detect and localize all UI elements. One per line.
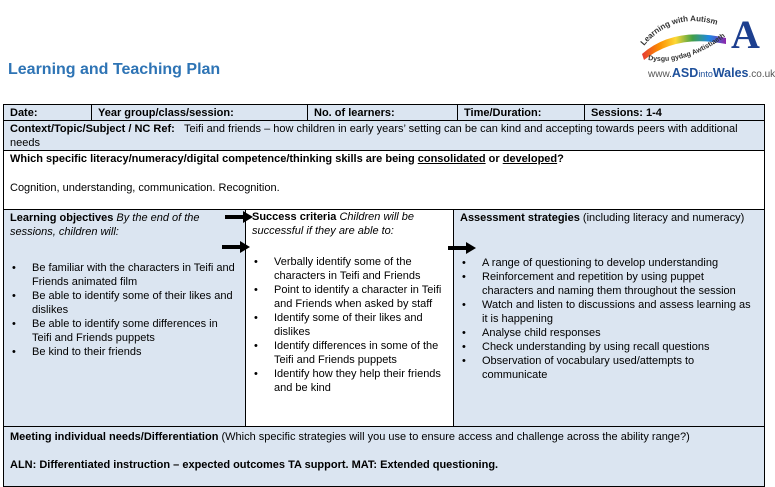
assessment-list (460, 256, 758, 382)
objectives-list (10, 261, 239, 359)
arrow-right-icon (222, 241, 250, 253)
needs-text: (Which specific strategies will you use to ensure access and challenge across the ability range?) (218, 431, 690, 443)
list-item: • Check understanding by using recall questions (482, 340, 758, 354)
list-item: • Identify how they help their friends and be kind (274, 367, 447, 395)
skills-question: Which specific literacy/numeracy/digital competence/thinking skills are being consolidated or developed? (10, 153, 564, 165)
objectives-subheading: By the end of the sessions, children will: (10, 212, 200, 238)
list-item: • Be able to identify some differences in Teifi and Friends puppets (32, 317, 239, 345)
aln-text: ALN: Differentiated instruction – expected outcomes TA support. MAT: Extended questioning. (10, 459, 499, 471)
sessions-label: Sessions: 1-4 (584, 105, 764, 120)
needs-heading: Meeting individual needs/Differentiation (10, 431, 219, 443)
skills-answer: Cognition, understanding, communication. Recognition. (10, 182, 280, 194)
list-item: • Be kind to their friends (32, 345, 239, 359)
list-item: • Verbally identify some of the characters in Teifi and Friends (274, 255, 447, 283)
logo-welsh-text: Dysgu gydag Awtistiaeth (647, 32, 727, 64)
success-heading: Success criteria (252, 211, 337, 223)
success-subheading: Children will be successful if they are able to: (252, 211, 415, 237)
assessment-heading: Assessment strategies (460, 212, 580, 224)
list-item: • A range of questioning to develop understanding (482, 256, 758, 270)
page-title: Learning and Teaching Plan (8, 61, 221, 78)
list-item: • Identify some of their likes and dislikes (274, 311, 447, 339)
list-item: • Point to identify a character in Teifi and Friends when asked by staff (274, 283, 447, 311)
context-label: Context/Topic/Subject / NC Ref: (10, 123, 175, 135)
objectives-heading: Learning objectives (10, 212, 114, 224)
plan-table (3, 104, 765, 487)
assessment-subheading: (including literacy and numeracy) (579, 212, 745, 224)
logo-letter: A (731, 12, 760, 57)
learners-label: No. of learners: (307, 105, 457, 120)
header-row (4, 105, 764, 120)
success-criteria-cell (245, 210, 453, 426)
arrow-right-icon (448, 242, 476, 254)
arrow-right-icon (225, 211, 253, 223)
needs-row (4, 426, 764, 486)
date-label: Date: (10, 107, 38, 119)
year-group-label: Year group/class/session: (91, 105, 307, 120)
list-item: • Identify differences in some of the Teifi and Friends puppets (274, 339, 447, 367)
list-item: • Be able to identify some of their likes and dislikes (32, 289, 239, 317)
logo-arc-text: Learning with Autism (638, 14, 719, 48)
duration-label: Time/Duration: (457, 105, 584, 120)
learning-objectives-cell (4, 210, 245, 426)
list-item: • Analyse child responses (482, 326, 758, 340)
success-list (252, 255, 447, 395)
list-item: • Watch and listen to discussions and assess learning as it is happening (482, 298, 758, 326)
list-item: • Observation of vocabulary used/attempts to communicate (482, 354, 758, 382)
context-text: Teifi and friends – how children in early years’ setting can be can kind and accepting towards peers with additional needs (10, 123, 738, 149)
objectives-row (4, 209, 764, 426)
assessment-cell (453, 210, 764, 426)
list-item: • Reinforcement and repetition by using puppet characters and naming them throughout the session (482, 270, 758, 298)
logo-url: www.ASDintoWales.co.uk (648, 66, 775, 80)
context-row (4, 120, 764, 150)
list-item: • Be familiar with the characters in Teifi and Friends animated film (32, 261, 239, 289)
skills-row (4, 150, 764, 209)
